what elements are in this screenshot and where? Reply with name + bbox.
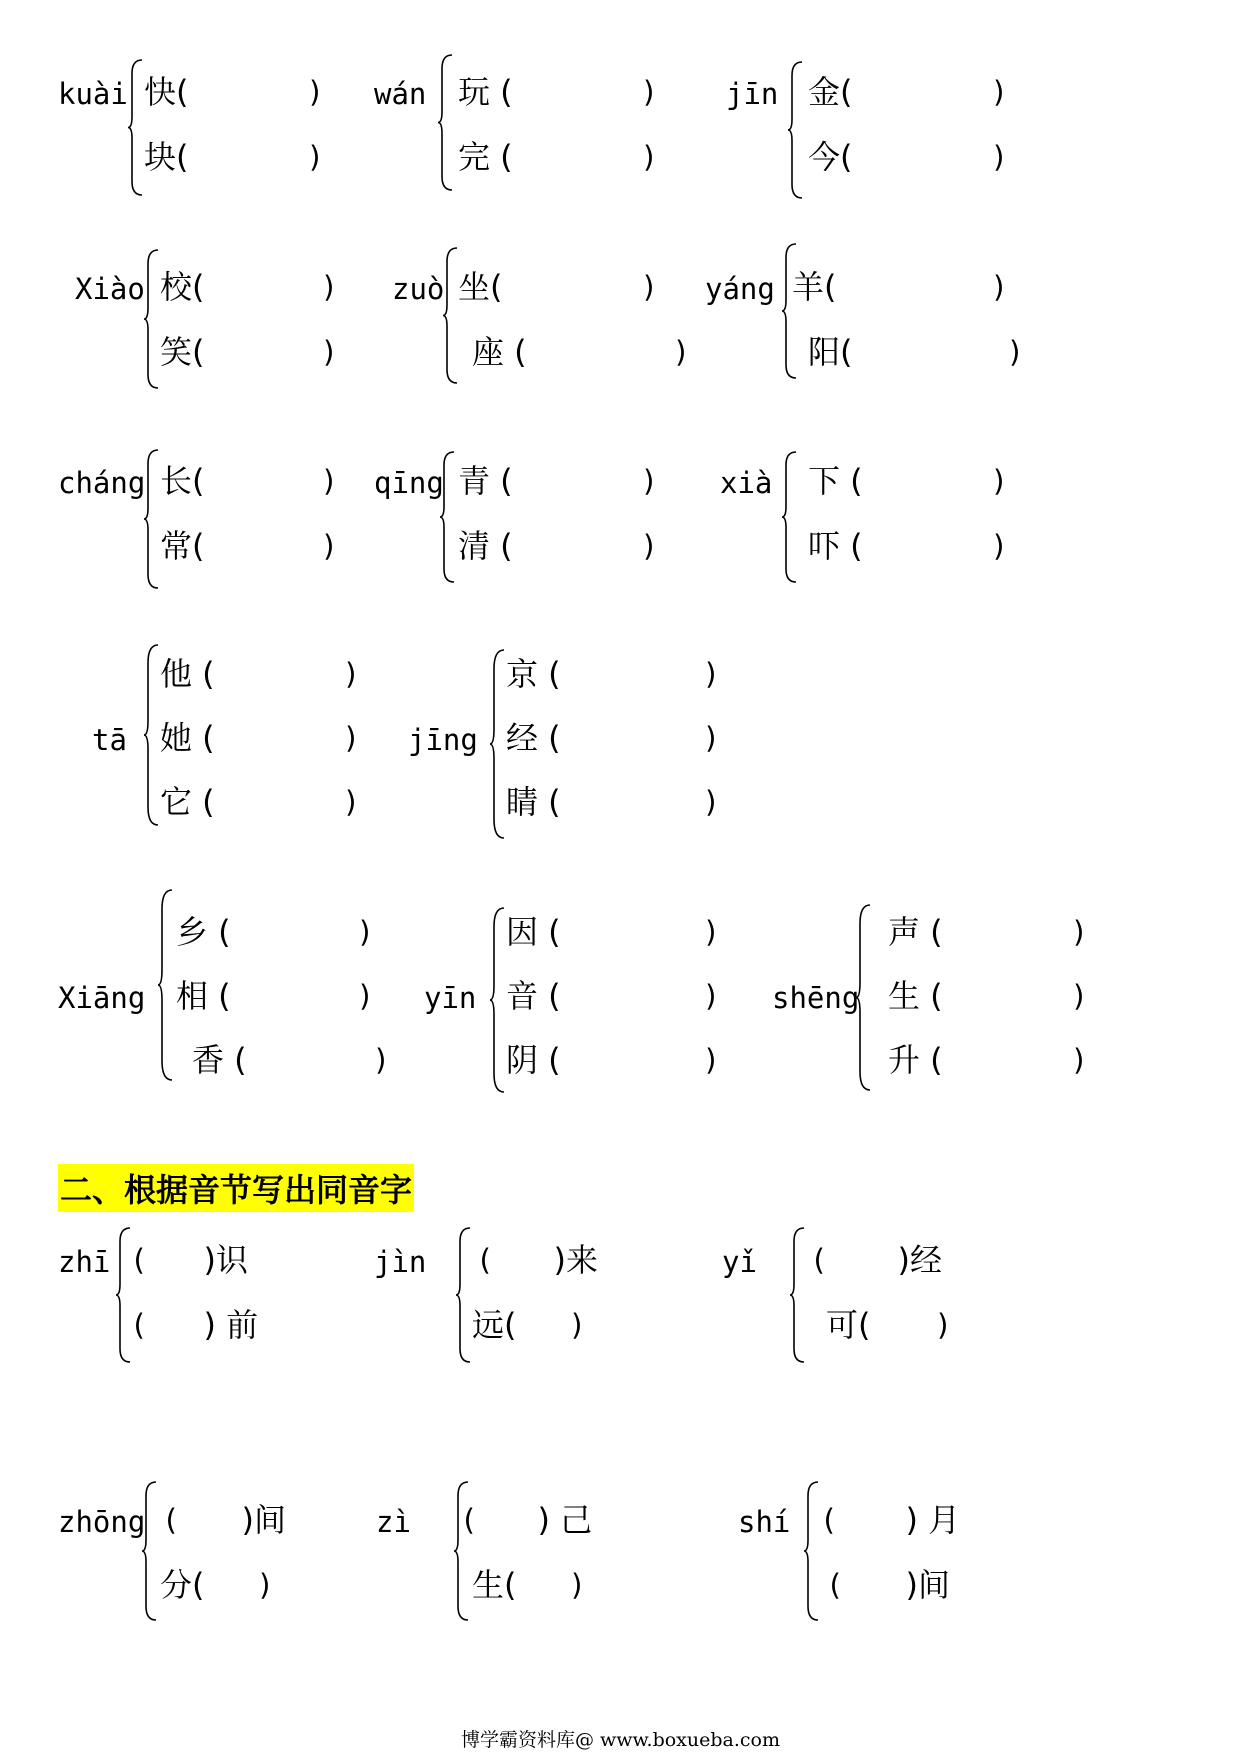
answer-line: 清 ( ): [458, 527, 658, 565]
answer-line: 今( ): [808, 138, 1008, 176]
answer-line: 乡 ( ): [176, 913, 374, 951]
answer-line: 分( ): [160, 1566, 274, 1604]
brace-bracket: [144, 450, 160, 588]
answer-line: 他 ( ): [160, 655, 360, 693]
pinyin-label: cháng: [58, 466, 146, 500]
brace-bracket: [144, 645, 160, 825]
pinyin-label: zuò: [392, 272, 445, 306]
pinyin-label: tā: [92, 723, 127, 757]
brace-bracket: [438, 55, 454, 190]
answer-line: 快( ): [144, 73, 324, 111]
brace-bracket: [490, 908, 506, 1092]
answer-line: 音 ( ): [506, 977, 720, 1015]
answer-line: 京 ( ): [506, 655, 720, 693]
answer-line: 笑( ): [160, 333, 338, 371]
brace-bracket: [440, 452, 456, 582]
answer-line: 校( ): [160, 268, 338, 306]
answer-line: 块( ): [144, 138, 324, 176]
brace-bracket: [144, 250, 160, 388]
answer-line: 阳( ): [808, 333, 1024, 371]
answer-line: 青 ( ): [458, 462, 658, 500]
answer-line: 座 ( ): [472, 333, 690, 371]
answer-line: 阴 ( ): [506, 1041, 720, 1079]
pinyin-label: zì: [376, 1505, 411, 1539]
answer-line: 远( ): [472, 1306, 586, 1344]
answer-line: ( )识: [130, 1241, 248, 1279]
answer-line: ( ) 前: [130, 1306, 259, 1344]
answer-line: ( )经: [810, 1241, 942, 1279]
answer-line: ( )间: [826, 1566, 950, 1604]
answer-line: 长( ): [160, 462, 338, 500]
answer-line: 经 ( ): [506, 719, 720, 757]
section-heading: 二、根据音节写出同音字: [58, 1164, 414, 1212]
answer-line: 完 ( ): [458, 138, 658, 176]
answer-line: 因 ( ): [506, 913, 720, 951]
pinyin-label: kuài: [58, 77, 128, 111]
pinyin-label: yīn: [424, 981, 477, 1015]
brace-bracket: [790, 1228, 806, 1362]
answer-line: 玩 ( ): [458, 73, 658, 111]
answer-line: 相 ( ): [176, 977, 374, 1015]
pinyin-label: yáng: [705, 272, 775, 306]
answer-line: 常( ): [160, 527, 338, 565]
pinyin-label: jīn: [726, 77, 779, 111]
pinyin-label: yǐ: [722, 1245, 757, 1279]
answer-line: ( )间: [162, 1501, 286, 1539]
answer-line: 香 ( ): [192, 1041, 390, 1079]
pinyin-label: Xiāng: [58, 981, 146, 1015]
brace-bracket: [788, 62, 804, 198]
answer-line: 生 ( ): [888, 977, 1088, 1015]
answer-line: 它 ( ): [160, 783, 360, 821]
pinyin-label: xià: [720, 466, 773, 500]
answer-line: 她 ( ): [160, 719, 360, 757]
brace-bracket: [443, 248, 459, 383]
brace-bracket: [856, 905, 872, 1090]
answer-line: 吓 ( ): [808, 527, 1008, 565]
pinyin-label: shēng: [772, 981, 860, 1015]
pinyin-label: qīng: [374, 466, 444, 500]
footer-watermark: 博学霸资料库@ www.boxueba.com: [460, 1729, 781, 1751]
answer-line: 坐( ): [458, 268, 658, 306]
answer-line: 睛 ( ): [506, 783, 720, 821]
pinyin-label: zhī: [58, 1245, 111, 1279]
brace-bracket: [456, 1228, 472, 1362]
answer-line: 生( ): [472, 1566, 586, 1604]
answer-line: 下 ( ): [808, 462, 1008, 500]
answer-line: ( ) 月: [820, 1501, 961, 1539]
brace-bracket: [782, 452, 798, 582]
answer-line: 声 ( ): [888, 913, 1088, 951]
answer-line: 金( ): [808, 73, 1008, 111]
pinyin-label: shí: [738, 1505, 791, 1539]
brace-bracket: [142, 1482, 158, 1620]
answer-line: 可( ): [826, 1306, 952, 1344]
brace-bracket: [128, 60, 144, 195]
brace-bracket: [490, 650, 506, 838]
pinyin-label: Xiào: [75, 272, 145, 306]
pinyin-label: zhōng: [58, 1505, 146, 1539]
pinyin-label: wán: [374, 77, 427, 111]
brace-bracket: [782, 244, 798, 378]
pinyin-label: jīng: [408, 723, 478, 757]
pinyin-label: jìn: [374, 1245, 427, 1279]
answer-line: 升 ( ): [888, 1041, 1088, 1079]
brace-bracket: [158, 890, 174, 1080]
answer-line: 羊( ): [792, 268, 1008, 306]
answer-line: ( ) 己: [460, 1501, 593, 1539]
brace-bracket: [804, 1482, 820, 1620]
answer-line: ( )来: [476, 1241, 598, 1279]
